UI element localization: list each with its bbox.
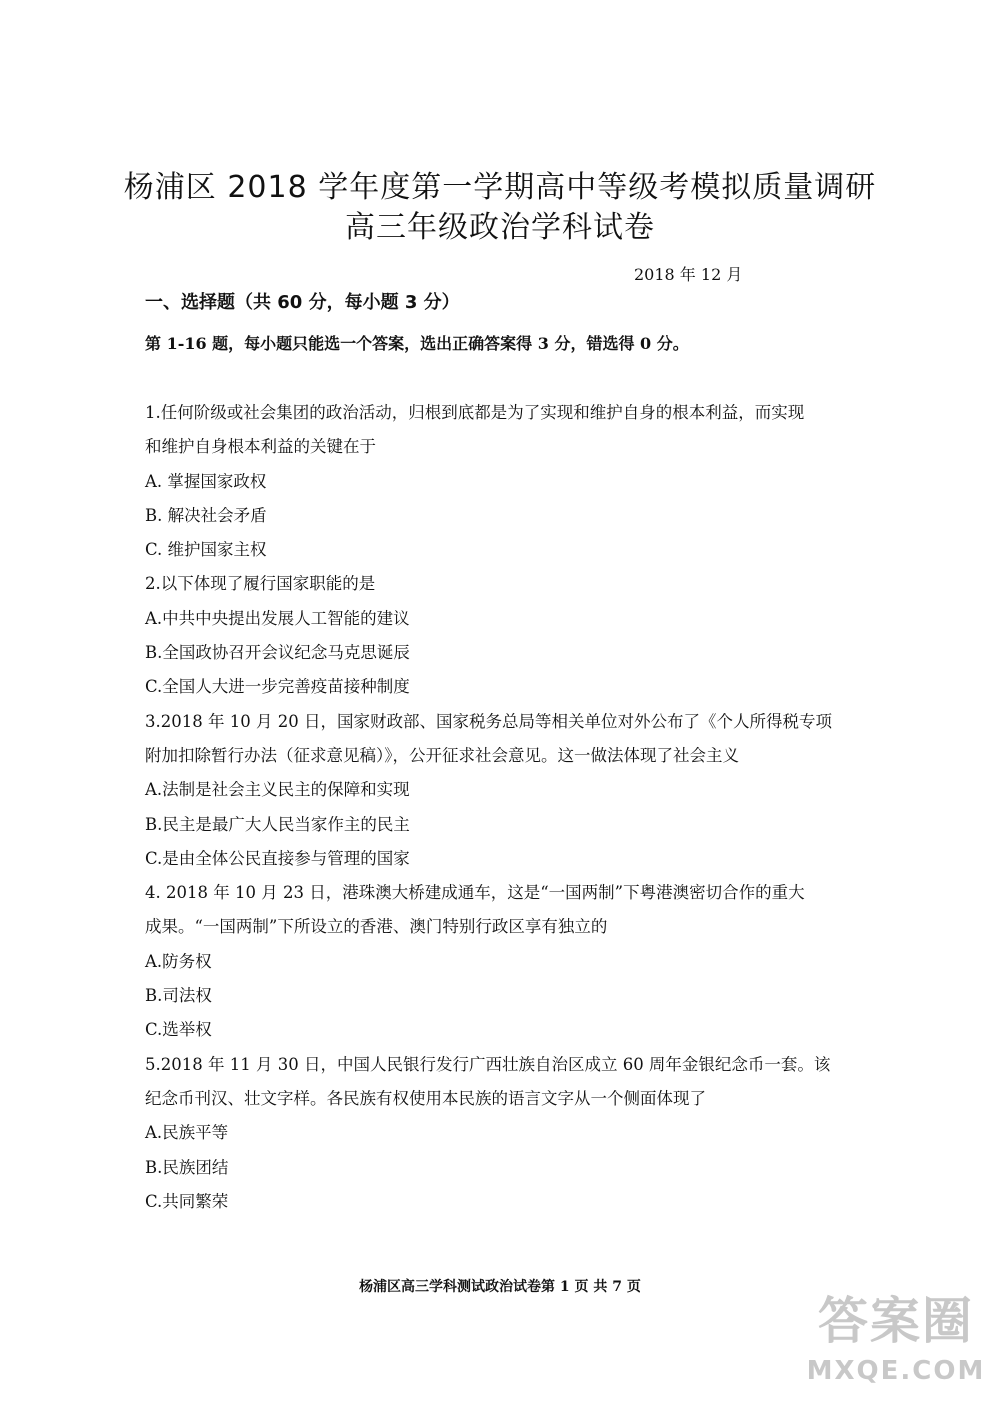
question-list <box>145 396 865 1219</box>
question-2-option-c: C.全国人大进一步完善疫苗接种制度 <box>145 677 410 697</box>
question-4-stem-line: 成果。“一国两制”下所设立的香港、澳门特别行政区享有独立的 <box>145 917 608 937</box>
question-3-option-c: C.是由全体公民直接参与管理的国家 <box>145 848 410 868</box>
exam-title: 杨浦区 2018 学年度第一学期高中等级考模拟质量调研 <box>123 170 877 205</box>
question-1-stem-line: 1.任何阶级或社会集团的政治活动，归根到底都是为了实现和维护自身的根本利益，而实现 <box>145 403 805 422</box>
question-5-option-a: A.民族平等 <box>145 1123 229 1143</box>
question-5-option-c: C.共同繁荣 <box>145 1191 229 1211</box>
question-1-option-a: A. 掌握国家政权 <box>145 471 267 491</box>
question-3-option-a: A.法制是社会主义民主的保障和实现 <box>145 780 410 800</box>
exam-date: 2018 年 12 月 <box>634 265 743 284</box>
section-instruction: 第 1-16 题，每小题只能选一个答案，选出正确答案得 3 分，错选得 0 分。 <box>145 334 689 353</box>
question-3-stem-line: 附加扣除暂行办法（征求意见稿）》，公开征求社会意见。这一做法体现了社会主义 <box>145 745 739 765</box>
question-4-option-a: A.防务权 <box>145 951 212 971</box>
question-4-option-b: B.司法权 <box>145 986 212 1006</box>
page-footer: 杨浦区高三学科测试政治试卷第 1 页 共 7 页 <box>359 1279 641 1295</box>
question-1-stem-line: 和维护自身根本利益的关键在于 <box>145 437 376 457</box>
question-2-stem-line: 2.以下体现了履行国家职能的是 <box>145 574 376 594</box>
question-3-option-b: B.民主是最广大人民当家作主的民主 <box>145 814 410 834</box>
question-3-stem-line: 3.2018 年 10 月 20 日，国家财政部、国家税务总局等相关单位对外公布了《个人所得税专项 <box>145 711 832 731</box>
exam-subtitle: 高三年级政治学科试卷 <box>345 210 655 245</box>
question-4-option-c: C.选举权 <box>145 1020 212 1040</box>
watermark-text: 答案圈 <box>818 1292 974 1350</box>
question-4-stem-line: 4. 2018 年 10 月 23 日，港珠澳大桥建成通车，这是“一国两制”下粤港澳密切合作的重大 <box>145 883 805 903</box>
question-5-stem-line: 5.2018 年 11 月 30 日，中国人民银行发行广西壮族自治区成立 60 周年金银纪念币一套。该 <box>145 1054 831 1074</box>
watermark-logo <box>806 1286 986 1406</box>
question-5-stem-line: 纪念币刊汉、壮文字样。各民族有权使用本民族的语言文字从一个侧面体现了 <box>145 1088 706 1108</box>
question-1-option-b: B. 解决社会矛盾 <box>145 505 267 525</box>
question-1-option-c: C. 维护国家主权 <box>145 540 267 560</box>
watermark-url: MXQE.COM <box>806 1356 986 1386</box>
section-heading: 一、选择题（共 60 分，每小题 3 分） <box>145 292 460 313</box>
question-2-option-b: B.全国政协召开会议纪念马克思诞辰 <box>145 643 410 663</box>
question-5-option-b: B.民族团结 <box>145 1157 229 1177</box>
question-2-option-a: A.中共中央提出发展人工智能的建议 <box>145 608 410 628</box>
